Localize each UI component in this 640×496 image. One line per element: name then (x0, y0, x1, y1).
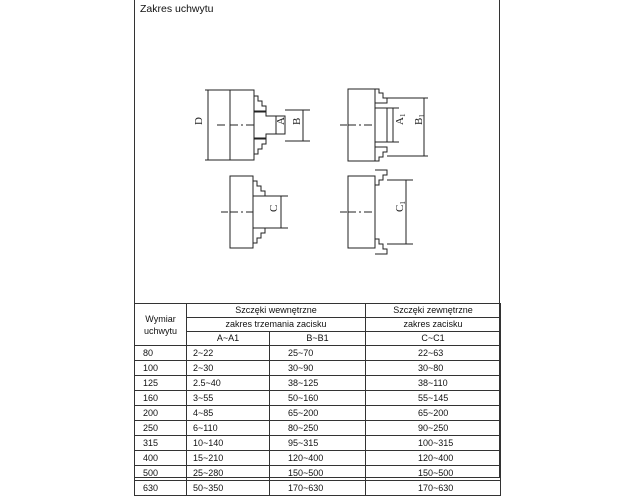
range-a-cell: 3~55 (187, 391, 270, 406)
drawing-inner-jaws-a1b1 (340, 89, 428, 161)
range-a-cell: 50~350 (187, 481, 270, 496)
range-c-cell: 55~145 (366, 391, 501, 406)
range-c-cell: 120~400 (366, 451, 501, 466)
size-cell: 400 (135, 451, 187, 466)
size-header-line1: Wymiar (145, 313, 176, 324)
table-row (135, 346, 501, 361)
col-b-header: B~B1 (270, 332, 366, 346)
range-b-cell: 38~125 (270, 376, 366, 391)
label-b: B (291, 117, 303, 125)
table-row (135, 391, 501, 406)
range-c-cell: 65~200 (366, 406, 501, 421)
range-c-cell: 150~500 (366, 466, 501, 481)
size-cell: 125 (135, 376, 187, 391)
label-c: C (268, 204, 280, 212)
range-a-cell: 15~210 (187, 451, 270, 466)
range-c-cell: 100~315 (366, 436, 501, 451)
size-cell: 80 (135, 346, 187, 361)
range-a-cell: 4~85 (187, 406, 270, 421)
size-cell: 160 (135, 391, 187, 406)
label-d: D (193, 117, 205, 125)
inner-range-header: zakres trzemania zacisku (187, 318, 366, 332)
table-header-row-2 (135, 318, 501, 332)
label-b1: B1 (413, 114, 426, 125)
range-c-cell: 170~630 (366, 481, 501, 496)
table-row (135, 436, 501, 451)
size-cell: 250 (135, 421, 187, 436)
col-a-header: A~A1 (187, 332, 270, 346)
table-row (135, 481, 501, 496)
size-header-line2: uchwytu (143, 325, 178, 336)
outer-jaws-header: Szczęki zewnętrzne (366, 304, 501, 318)
label-a: A (275, 117, 287, 125)
range-a-cell: 25~280 (187, 466, 270, 481)
range-c-cell: 30~80 (366, 361, 501, 376)
range-c-cell: 90~250 (366, 421, 501, 436)
size-cell: 630 (135, 481, 187, 496)
table-row (135, 376, 501, 391)
range-a-cell: 6~110 (187, 421, 270, 436)
range-b-cell: 170~630 (270, 481, 366, 496)
range-a-cell: 2.5~40 (187, 376, 270, 391)
range-a-cell: 10~140 (187, 436, 270, 451)
table-body (135, 304, 501, 496)
size-cell: 100 (135, 361, 187, 376)
inner-jaws-header: Szczęki wewnętrzne (187, 304, 366, 318)
size-cell: 500 (135, 466, 187, 481)
range-b-cell: 150~500 (270, 466, 366, 481)
table-row (135, 466, 501, 481)
range-c-cell: 38~110 (366, 376, 501, 391)
range-b-cell: 120~400 (270, 451, 366, 466)
label-a1: A1 (394, 113, 407, 125)
size-cell: 315 (135, 436, 187, 451)
drawing-outer-jaws-c (221, 176, 288, 248)
label-c1: C1 (394, 201, 407, 212)
caption: Zakres uchwytu (140, 3, 214, 15)
outer-range-header: zakres zacisku (366, 318, 501, 332)
range-a-cell: 2~22 (187, 346, 270, 361)
range-b-cell: 80~250 (270, 421, 366, 436)
drawing-inner-jaws-ab (193, 90, 310, 160)
range-a-cell: 2~30 (187, 361, 270, 376)
range-b-cell: 65~200 (270, 406, 366, 421)
table-header-row-3 (135, 332, 501, 346)
table-row (135, 451, 501, 466)
col-c-header: C~C1 (366, 332, 501, 346)
size-header (135, 304, 187, 346)
range-b-cell: 95~315 (270, 436, 366, 451)
range-b-cell: 25~70 (270, 346, 366, 361)
table-row (135, 361, 501, 376)
chuck-range-table (134, 303, 501, 496)
size-cell: 200 (135, 406, 187, 421)
table-row (135, 421, 501, 436)
table-header-row-1 (135, 304, 501, 318)
chuck-drawings (135, 70, 499, 260)
range-c-cell: 22~63 (366, 346, 501, 361)
drawing-outer-jaws-c1 (340, 170, 413, 254)
range-b-cell: 30~90 (270, 361, 366, 376)
table-row (135, 406, 501, 421)
range-b-cell: 50~160 (270, 391, 366, 406)
